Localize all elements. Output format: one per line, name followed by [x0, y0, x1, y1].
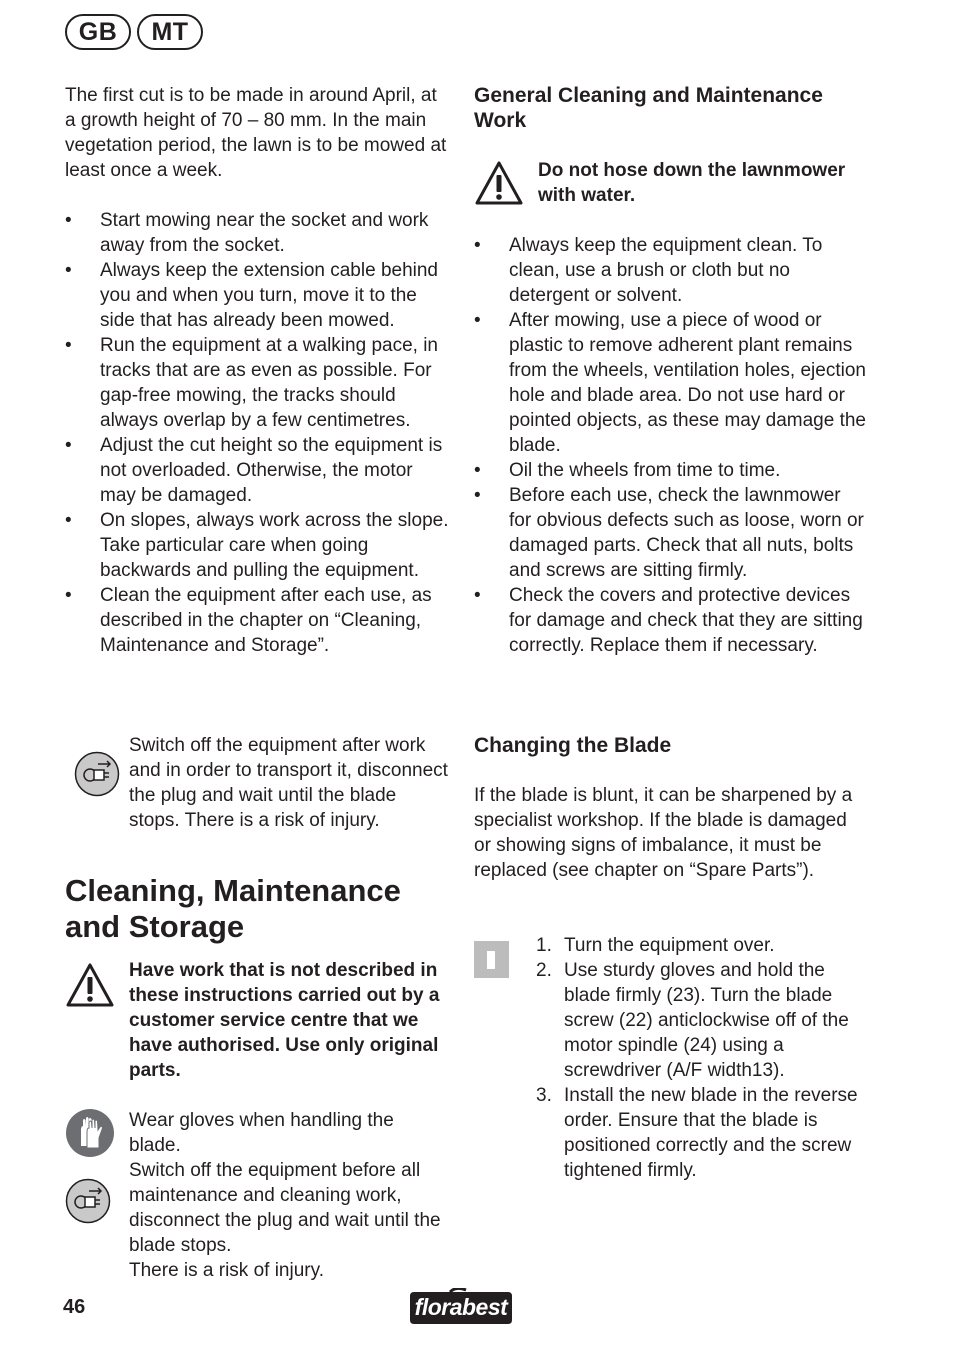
switch-off-block: [65, 1158, 450, 1283]
gloves-block: [65, 1108, 450, 1158]
unplug-icon: [65, 733, 129, 833]
right-column: [474, 83, 866, 133]
unplug-icon: [65, 1158, 129, 1283]
unplug-note-block: [65, 733, 450, 833]
step-number: 2.: [536, 960, 552, 981]
mowing-tips-list: [65, 208, 450, 658]
service-warning-block: [65, 958, 450, 1083]
list-item: • Adjust the cut height so the equipment is not overloaded. Otherwise, the motor may be damaged.: [65, 433, 450, 508]
page-number: 46: [63, 1296, 86, 1318]
switch-off-note: Switch off the equipment before all maintenance and cleaning work, disconnect the plug and wait until the blade stops.: [129, 1160, 441, 1256]
gloves-note: Wear gloves when handling the blade.: [129, 1110, 394, 1156]
warning-icon: [474, 158, 538, 208]
step-text: Use sturdy gloves and hold the blade firmly (23). Turn the blade screw (22) anticlockwise off of the motor spindle (24) using a screwdriver (A/F width13).: [564, 960, 849, 1081]
list-item: • Clean the equipment after each use, as described in the chapter on “Cleaning, Maintenance and Storage”.: [65, 583, 450, 658]
step-number: 3.: [536, 1085, 552, 1106]
service-warning: Have work that is not described in these instructions carried out by a customer service centre that we have authorised. Use only original parts.: [129, 960, 440, 1081]
section-title: Cleaning, Maintenance and Storage: [65, 873, 401, 944]
list-item: • Run the equipment at a walking pace, in tracks that are as even as possible. For gap-free mowing, the tracks should always overlap by a few centimetres.: [65, 333, 450, 433]
language-badge-gb: GB: [65, 14, 131, 50]
list-item: • Check the covers and protective devices for damage and check that they are sitting correctly. Replace them if necessary.: [474, 583, 866, 658]
list-item: • Always keep the extension cable behind you and when you turn, move it to the side that has already been mowed.: [65, 258, 450, 333]
language-badge-mt: MT: [137, 14, 203, 50]
blade-steps-block: [474, 933, 866, 1183]
brand-name: florabest: [414, 1293, 508, 1320]
step-text: Turn the equipment over.: [564, 935, 775, 956]
list-item: • Oil the wheels from time to time.: [474, 458, 866, 483]
step-number: 1.: [536, 935, 552, 956]
blade-intro: If the blade is blunt, it can be sharpened by a specialist workshop. If the blade is damaged or showing signs of imbalance, it must be replaced (see chapter on “Spare Parts”).: [474, 785, 853, 881]
changing-blade-title: Changing the Blade: [474, 734, 672, 757]
hose-warning: Do not hose down the lawnmower with water.: [538, 160, 846, 206]
blade-section: [474, 733, 866, 883]
maintenance-list: [474, 233, 866, 658]
list-item: [474, 958, 866, 1083]
list-item: • Start mowing near the socket and work away from the socket.: [65, 208, 450, 258]
unplug-note: Switch off the equipment after work and in order to transport it, disconnect the plug and wait until the blade stops. There is a risk of injury.: [129, 735, 448, 831]
blade-steps-list: [474, 933, 866, 1183]
list-item: • Before each use, check the lawnmower for obvious defects such as loose, worn or damaged parts. Check that all nuts, bolts and screws are sitting firmly.: [474, 483, 866, 583]
risk-note: There is a risk of injury.: [129, 1260, 324, 1281]
general-cleaning-title: General Cleaning and Maintenance Work: [474, 84, 823, 132]
list-item: • On slopes, always work across the slope. Take particular care when going backwards and pulling the equipment.: [65, 508, 450, 583]
list-item: [474, 933, 866, 958]
list-item: [474, 1083, 866, 1183]
step-text: Install the new blade in the reverse order. Ensure that the blade is positioned correctly and the screw tightened firmly.: [564, 1085, 858, 1181]
list-item: • Always keep the equipment clean. To clean, use a brush or cloth but no detergent or solvent.: [474, 233, 866, 308]
gloves-icon: [65, 1108, 129, 1158]
brand-logo: [406, 1288, 516, 1326]
left-column: [65, 83, 450, 658]
hose-warning-block: [474, 158, 866, 208]
section-heading-block: [65, 873, 450, 945]
intro-paragraph: The first cut is to be made in around April, at a growth height of 70 – 80 mm. In the main vegetation period, the lawn is to be mowed at least once a week.: [65, 85, 447, 181]
maintenance-list-block: [474, 233, 866, 658]
list-item: • After mowing, use a piece of wood or plastic to remove adherent plant remains from the wheels, ventilation holes, ejection hole and blade area. Do not use hard or pointed objects, as these may damage the blade.: [474, 308, 866, 458]
warning-icon: [65, 958, 129, 1083]
